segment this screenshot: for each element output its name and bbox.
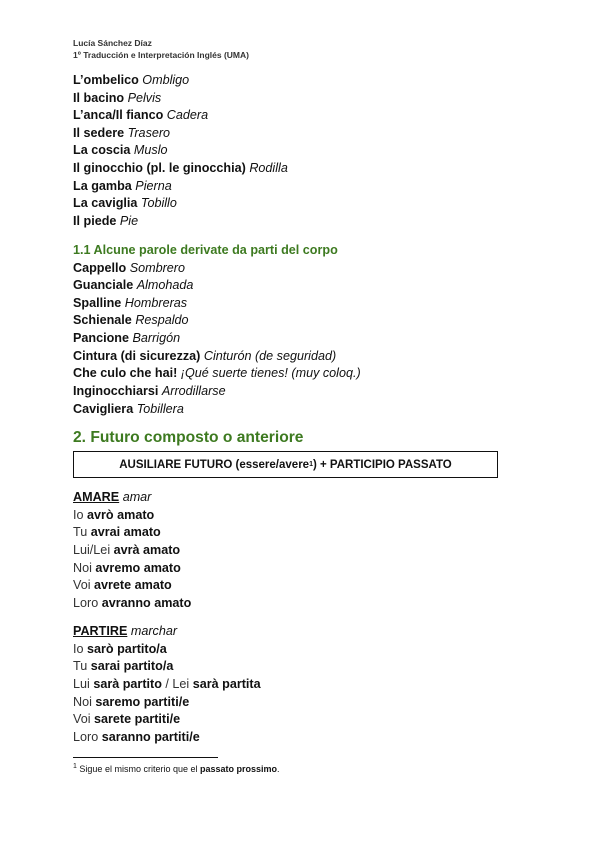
vocab-row: L’ombelico Ombligo — [73, 73, 190, 87]
vocab-row: Spalline Hombreras — [73, 296, 188, 310]
footnote-ref: 1 — [309, 461, 313, 468]
footnote-divider — [73, 757, 218, 758]
vocab-row: Cappello Sombrero — [73, 261, 185, 275]
conjugation-row: Lui/Lei avrà amato — [73, 543, 181, 557]
conjugation-row: Loro saranno partiti/e — [73, 730, 200, 744]
conjugation-row: Noi avremo amato — [73, 561, 181, 575]
conjugation-row: Tu avrai amato — [73, 525, 161, 539]
vocab-row: La gamba Pierna — [73, 179, 172, 193]
vocab-row: La caviglia Tobillo — [73, 196, 177, 210]
vocab-row: L’anca/Il fianco Cadera — [73, 108, 209, 122]
vocab-row: La coscia Muslo — [73, 143, 168, 157]
vocab-row: Cintura (di sicurezza) Cinturón (de seguridad) — [73, 349, 337, 363]
vocab-row: Guanciale Almohada — [73, 278, 194, 292]
conjugation-row: Voi sarete partiti/e — [73, 712, 181, 726]
vocab-row: Il sedere Trasero — [73, 126, 171, 140]
vocab-row: Schienale Respaldo — [73, 313, 189, 327]
conjugation-row: Lui sarà partito / Lei sarà partita — [73, 677, 261, 691]
conjugation-row: Loro avranno amato — [73, 596, 192, 610]
header-course: 1º Traducción e Interpretación Inglés (UMA) — [73, 50, 249, 60]
vocab-row: Che culo che hai! ¡Qué suerte tienes! (muy coloq.) — [73, 366, 361, 380]
vocab-row: Inginocchiarsi Arrodillarse — [73, 384, 226, 398]
conjugation-row: Tu sarai partito/a — [73, 659, 174, 673]
formula-box: AUSILIARE FUTURO (essere/avere 1 ) + PARTICIPIO PASSATO — [73, 451, 498, 478]
header-author: Lucía Sánchez Díaz — [73, 38, 152, 48]
vocab-row: Cavigliera Tobillera — [73, 402, 184, 416]
vocab-row: Il bacino Pelvis — [73, 91, 162, 105]
conjugation-row: Noi saremo partiti/e — [73, 695, 190, 709]
section-heading-2: 2. Futuro composto o anteriore — [73, 429, 304, 446]
verb-heading-amare: AMARE amar — [73, 490, 152, 504]
conjugation-row: Voi avrete amato — [73, 578, 172, 592]
conjugation-row: Io sarò partito/a — [73, 642, 167, 656]
section-heading-1-1: 1.1 Alcune parole derivate da parti del corpo — [73, 243, 338, 257]
verb-heading-partire: PARTIRE marchar — [73, 624, 178, 638]
footnote: $^1$ Sigue el mismo criterio que el passato prossimo. — [73, 763, 280, 774]
vocab-row: Il piede Pie — [73, 214, 139, 228]
vocab-row: Il ginocchio (pl. le ginocchia) Rodilla — [73, 161, 288, 175]
conjugation-row: Io avrò amato — [73, 508, 155, 522]
vocab-row: Pancione Barrigón — [73, 331, 181, 345]
